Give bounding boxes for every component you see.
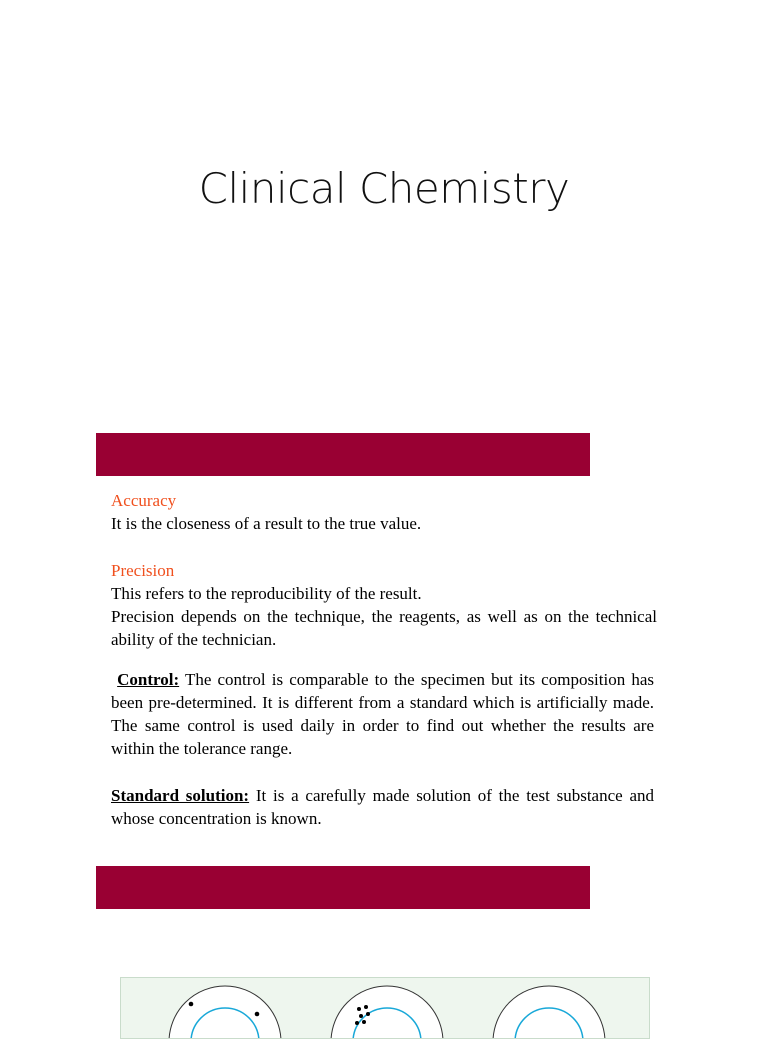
data-dot xyxy=(366,1012,370,1016)
data-dot xyxy=(364,1005,368,1009)
target-clustered xyxy=(331,986,443,1038)
target-outer-ring xyxy=(493,986,605,1038)
target-diagram xyxy=(121,978,649,1038)
data-dot xyxy=(189,1002,194,1007)
target-diagram-figure xyxy=(120,977,650,1039)
precision-detail: Precision depends on the technique, the reagents, as well as on the technical ability of the technician. xyxy=(111,607,657,649)
precision-definition: This refers to the reproducibility of the result. xyxy=(111,584,422,603)
data-dot xyxy=(355,1021,359,1025)
precision-heading: Precision xyxy=(111,561,175,580)
accuracy-heading: Accuracy xyxy=(111,491,177,510)
standard-solution-paragraph xyxy=(111,784,654,830)
target-scattered xyxy=(169,986,281,1038)
target-outer-ring xyxy=(331,986,443,1038)
target-outer-ring xyxy=(169,986,281,1038)
accuracy-definition: It is the closeness of a result to the true value. xyxy=(111,514,422,533)
page-title: Clinical Chemistry xyxy=(198,164,570,213)
data-dot xyxy=(357,1007,361,1011)
section-band-bottom xyxy=(96,866,590,909)
data-dot xyxy=(359,1014,363,1018)
accuracy-section xyxy=(111,489,657,535)
control-term: Control: xyxy=(117,670,180,689)
standard-solution-text: It is a carefully made solution of the test substance and whose concentration is known. xyxy=(111,786,654,828)
standard-solution-term: Standard solution: xyxy=(111,786,250,805)
precision-section xyxy=(111,559,657,651)
data-dot xyxy=(362,1020,366,1024)
control-paragraph xyxy=(111,668,654,760)
target-empty xyxy=(493,986,605,1038)
control-text: The control is comparable to the specimen but its composition has been pre-determined. It is different from a standard which is artificially made. The same control is used daily in order to find out whether the results are within the tolerance range. xyxy=(111,670,655,758)
data-dot xyxy=(255,1012,260,1017)
section-band-top xyxy=(96,433,590,476)
